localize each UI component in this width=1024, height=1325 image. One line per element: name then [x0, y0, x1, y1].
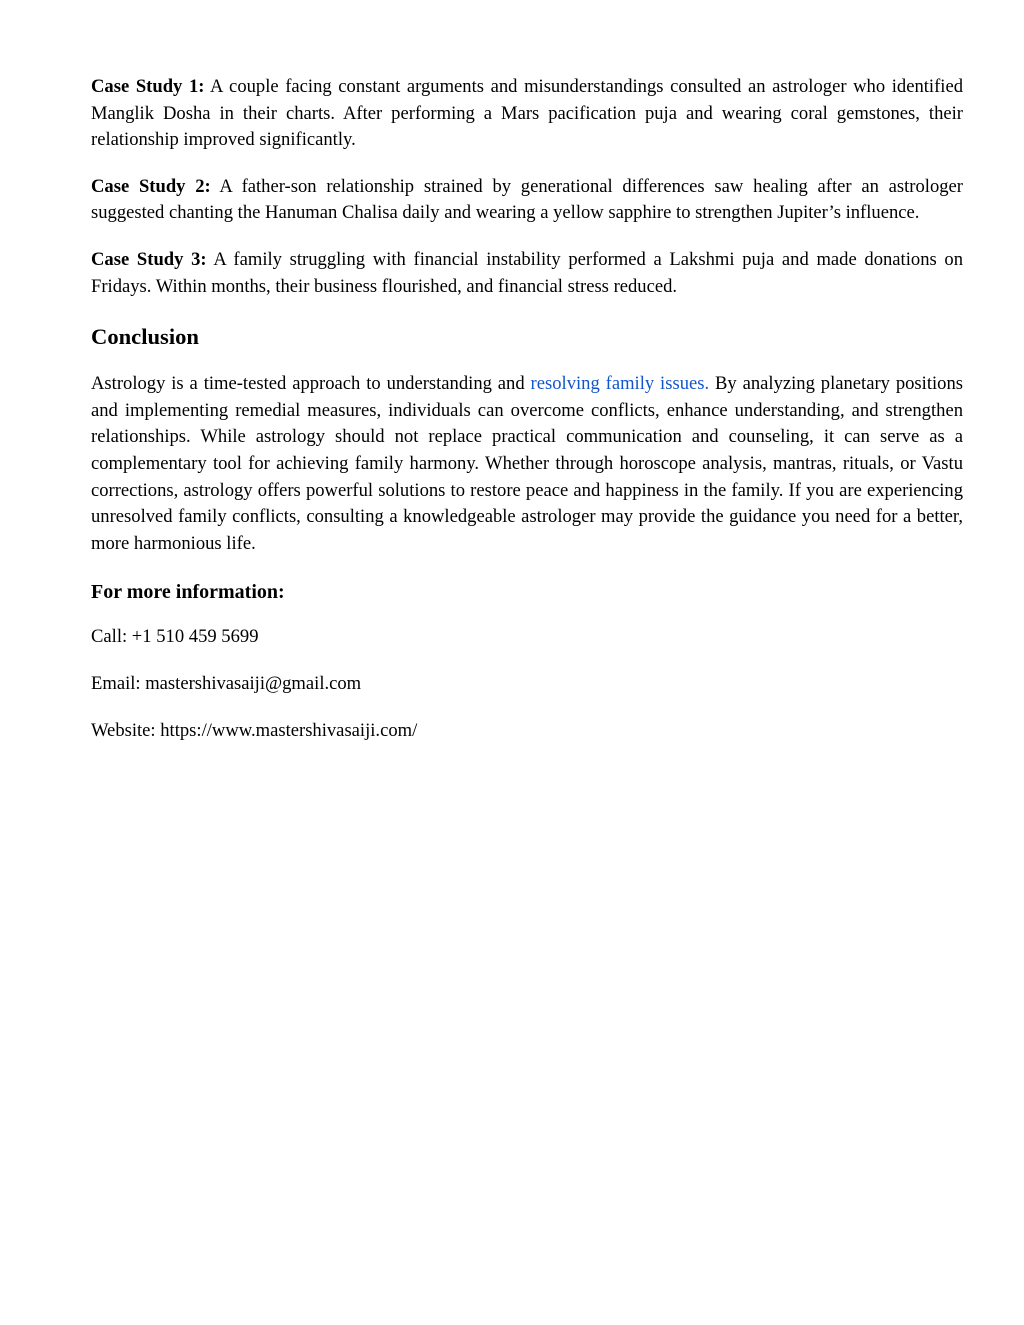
- contact-website: Website: https://www.mastershivasaiji.com/: [91, 719, 418, 741]
- case-study-2-label: Case Study 2:: [91, 175, 211, 197]
- document-page: [91, 74, 963, 764]
- case-study-1-label: Case Study 1:: [91, 76, 205, 97]
- case-study-2-text: A father-son relationship strained by generational differences saw healing after an astrologer suggested chanting the Hanuman Chalisa daily and wearing a yellow sapphire to strengthen Jupiter’s influence.: [91, 175, 963, 224]
- conclusion-text-start: Astrology is a time-tested approach to understanding and: [91, 373, 531, 395]
- more-info-heading: For more information:: [91, 581, 285, 604]
- case-study-1-text: A couple facing constant arguments and misunderstandings consulted an astrologer who identified Manglik Dosha in their charts. After performing a Mars pacification puja and wearing coral gemstones, their relationship improved significantly.: [91, 76, 964, 151]
- case-study-3-text: A family struggling with financial instability performed a Lakshmi puja and made donations on Fridays. Within months, their business flourished, and financial stress reduced.: [91, 248, 964, 297]
- contact-email: Email: mastershivasaiji@gmail.com: [91, 672, 362, 694]
- case-study-3: [91, 247, 963, 300]
- conclusion-text-end: By analyzing planetary positions and implementing remedial measures, individuals can overcome conflicts, enhance understanding, and strengthen relationships. While astrology should not replace practical communication and counseling, it can serve as a complementary tool for achieving family harmony. Whether through horoscope analysis, mantras, rituals, or Vastu corrections, astrology offers powerful solutions to restore peace and happiness in the family. If you are experiencing unresolved family conflicts, consulting a knowledgeable astrologer may provide the guidance you need for a better, more harmonious life.: [91, 373, 964, 554]
- contact-call: Call: +1 510 459 5699: [91, 626, 259, 648]
- case-study-1: [91, 74, 963, 154]
- resolving-family-issues-link[interactable]: resolving family issues.: [530, 373, 710, 395]
- case-study-2: [91, 174, 963, 227]
- case-study-3-label: Case Study 3:: [91, 248, 207, 270]
- conclusion-heading: Conclusion: [91, 324, 199, 350]
- conclusion-paragraph: [91, 371, 963, 557]
